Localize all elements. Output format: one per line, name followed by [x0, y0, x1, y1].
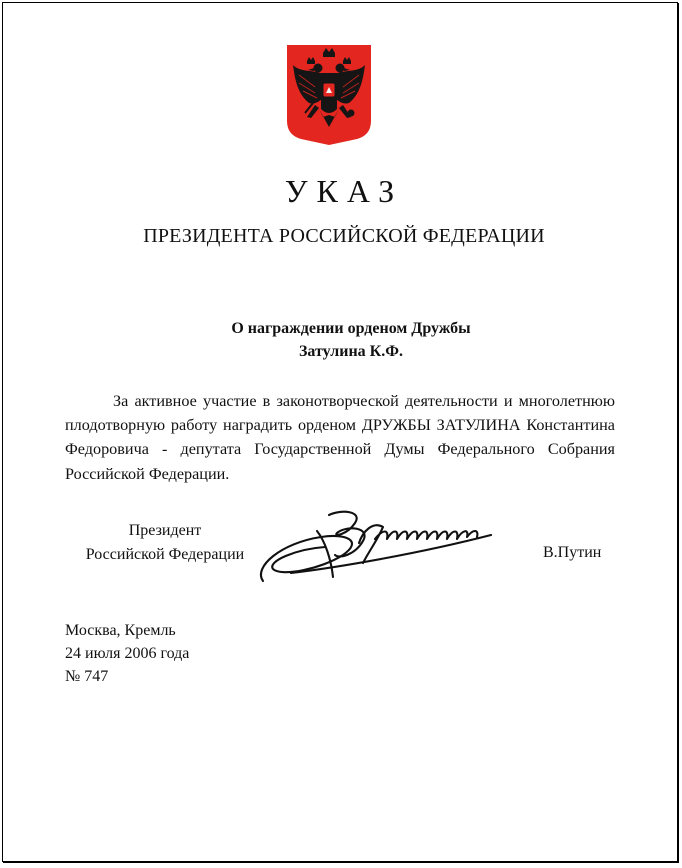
- decree-body-text: За активное участие в законотворческой деятельности и многолетнюю плодотворную работу наградить орденом ДРУЖБЫ ЗАТУЛИНА Константина Федоровича - депутата Государственной Думы Федерального Собрания Российской Федерации.: [65, 392, 615, 483]
- decree-page: [2, 2, 678, 862]
- decree-heading: [3, 317, 677, 363]
- date: 24 июля 2006 года: [65, 645, 190, 662]
- signer-title-line-2: Российской Федерации: [85, 546, 245, 563]
- heading-line-2: Затулина К.Ф.: [298, 343, 404, 360]
- document-number: № 747: [65, 668, 109, 685]
- handwritten-signature-icon: [251, 507, 511, 593]
- decree-title: УКАЗ: [284, 173, 404, 209]
- decree-subtitle: ПРЕЗИДЕНТА РОССИЙСКОЙ ФЕДЕРАЦИИ: [143, 225, 545, 247]
- signer-title: [75, 519, 255, 567]
- signer-title-line-1: Президент: [128, 522, 202, 539]
- coat-of-arms-icon: [285, 43, 373, 147]
- decree-body: [65, 389, 615, 486]
- signer-name: В.Путин: [543, 544, 602, 561]
- heading-line-1: О награждении орденом Дружбы: [231, 320, 471, 337]
- place-date-number: [65, 619, 189, 688]
- place: Москва, Кремль: [65, 622, 176, 639]
